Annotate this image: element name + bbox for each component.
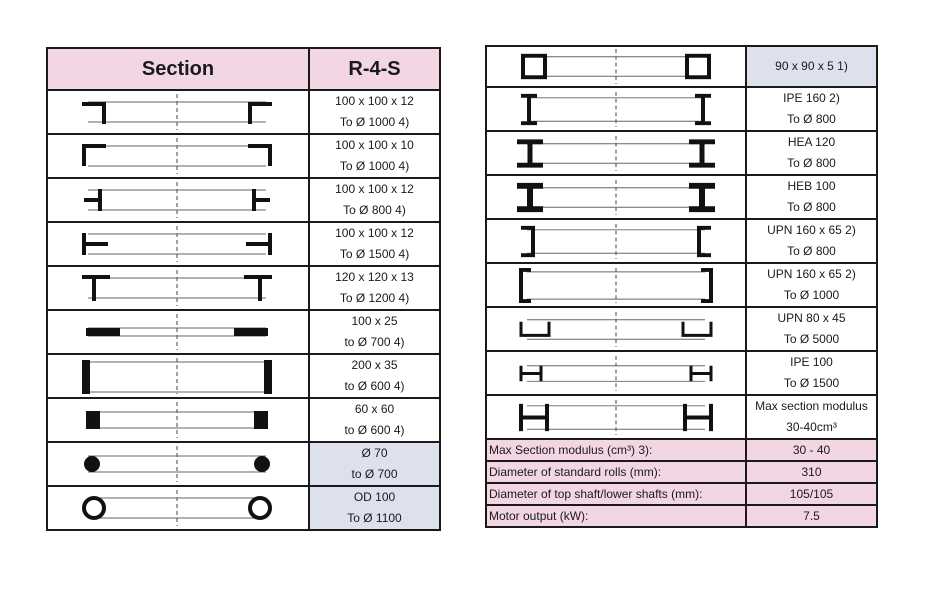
right-section-row xyxy=(486,219,877,263)
right-section-row xyxy=(486,263,877,307)
capacity-line-1: Max section modulus xyxy=(755,399,868,413)
upn-channel-easy-icon xyxy=(487,266,745,305)
spec-label: Motor output (kW): xyxy=(486,505,746,527)
capacity-value xyxy=(746,351,877,395)
section-figure xyxy=(47,90,309,134)
capacity-line-2: To Ø 800 xyxy=(787,156,836,170)
left-section-row xyxy=(47,266,440,310)
right-section-row xyxy=(486,175,877,219)
section-figure xyxy=(486,87,746,131)
spec-value: 7.5 xyxy=(746,505,877,527)
capacity-value xyxy=(309,134,440,178)
angle-inward-icon xyxy=(48,92,306,132)
model-header: R-4-S xyxy=(309,48,440,90)
capacity-value xyxy=(746,263,877,307)
capacity-value xyxy=(309,354,440,398)
capacity-line-1: OD 100 xyxy=(353,490,396,504)
capacity-line-2: to Ø 700 4) xyxy=(344,335,405,349)
capacity-line-2: To Ø 1000 xyxy=(783,288,840,302)
capacity-value xyxy=(746,175,877,219)
left-section-row xyxy=(47,354,440,398)
right-section-row xyxy=(486,307,877,351)
section-figure xyxy=(486,307,746,351)
section-figure xyxy=(486,131,746,175)
section-figure xyxy=(47,442,309,486)
capacity-line-1: 200 x 35 xyxy=(351,358,398,372)
capacity-line-1: 100 x 100 x 12 xyxy=(335,182,414,196)
spec-value: 105/105 xyxy=(746,483,877,505)
spec-row xyxy=(486,483,877,505)
angle-leg-in-icon xyxy=(48,224,306,264)
angle-outward-icon xyxy=(48,136,306,176)
ipe-beam-icon xyxy=(487,90,745,129)
right-section-table xyxy=(485,45,878,528)
right-section-row xyxy=(486,46,877,87)
capacity-value xyxy=(746,87,877,131)
capacity-value xyxy=(309,310,440,354)
section-figure xyxy=(47,266,309,310)
right-section-row xyxy=(486,351,877,395)
capacity-line-2: To Ø 1000 4) xyxy=(339,115,410,129)
right-section-row xyxy=(486,395,877,439)
spec-row xyxy=(486,505,877,527)
section-figure xyxy=(486,263,746,307)
capacity-line-1: UPN 160 x 65 2) xyxy=(767,223,856,237)
left-section-row xyxy=(47,90,440,134)
section-figure xyxy=(47,178,309,222)
section-figure xyxy=(47,222,309,266)
capacity-line-2: To Ø 1000 4) xyxy=(339,159,410,173)
section-figure xyxy=(47,398,309,442)
right-section-row xyxy=(486,131,877,175)
capacity-value xyxy=(746,395,877,439)
spec-label: Diameter of top shaft/lower shafts (mm): xyxy=(486,483,746,505)
capacity-value xyxy=(309,486,440,530)
max-section-icon xyxy=(487,398,745,437)
capacity-value xyxy=(746,307,877,351)
section-figure xyxy=(486,46,746,87)
ipe-small-icon xyxy=(487,354,745,393)
flat-bar-easy-icon xyxy=(48,312,306,352)
left-section-table xyxy=(46,47,441,531)
left-section-row xyxy=(47,398,440,442)
capacity-line-2: To Ø 800 xyxy=(787,112,836,126)
section-header: Section xyxy=(47,48,309,90)
section-figure xyxy=(486,395,746,439)
capacity-line-2: to Ø 600 4) xyxy=(344,379,405,393)
capacity-line-1: 90 x 90 x 5 1) xyxy=(775,59,848,73)
spec-label: Diameter of standard rolls (mm): xyxy=(486,461,746,483)
capacity-value xyxy=(746,131,877,175)
capacity-line-1: 60 x 60 xyxy=(354,402,395,416)
capacity-line-2: To Ø 1500 xyxy=(783,376,840,390)
capacity-value xyxy=(309,178,440,222)
capacity-value xyxy=(309,398,440,442)
capacity-value xyxy=(309,222,440,266)
section-figure xyxy=(486,351,746,395)
capacity-line-1: 100 x 100 x 10 xyxy=(335,138,414,152)
heb-beam-icon xyxy=(487,178,745,217)
capacity-line-1: UPN 160 x 65 2) xyxy=(767,267,856,281)
capacity-line-1: Ø 70 xyxy=(361,446,388,460)
capacity-line-1: IPE 100 xyxy=(790,355,833,369)
section-figure xyxy=(47,134,309,178)
upn-channel-hard-icon xyxy=(487,222,745,261)
hea-beam-icon xyxy=(487,134,745,173)
spec-row xyxy=(486,439,877,461)
flat-bar-hard-icon xyxy=(48,356,306,396)
capacity-line-1: HEA 120 xyxy=(787,135,836,149)
capacity-line-2: To Ø 800 xyxy=(787,200,836,214)
capacity-line-2: to Ø 700 xyxy=(351,467,398,481)
capacity-line-1: 100 x 100 x 12 xyxy=(335,226,414,240)
left-section-row xyxy=(47,486,440,530)
capacity-line-2: To Ø 800 4) xyxy=(343,203,406,217)
spec-row xyxy=(486,461,877,483)
capacity-line-1: UPN 80 x 45 xyxy=(777,311,846,325)
capacity-line-1: IPE 160 2) xyxy=(783,91,840,105)
capacity-value xyxy=(746,219,877,263)
capacity-value xyxy=(309,266,440,310)
spec-label: Max Section modulus (cm³) 3): xyxy=(486,439,746,461)
spec-value: 30 - 40 xyxy=(746,439,877,461)
round-bar-icon xyxy=(48,444,306,484)
capacity-value xyxy=(309,90,440,134)
tube-icon xyxy=(48,488,306,528)
spec-value: 310 xyxy=(746,461,877,483)
tee-section-icon xyxy=(48,268,306,308)
capacity-value xyxy=(309,442,440,486)
capacity-line-2: To Ø 800 xyxy=(787,244,836,258)
capacity-line-2: To Ø 1100 xyxy=(347,511,402,525)
capacity-line-2: to Ø 600 4) xyxy=(344,423,405,437)
square-tube-icon xyxy=(487,47,745,86)
section-figure xyxy=(47,354,309,398)
tee-stem-out-icon xyxy=(48,180,306,220)
section-figure xyxy=(47,486,309,530)
capacity-line-1: 100 x 25 xyxy=(351,314,398,328)
left-section-row xyxy=(47,134,440,178)
section-figure xyxy=(47,310,309,354)
capacity-line-1: 120 x 120 x 13 xyxy=(335,270,414,284)
capacity-line-2: To Ø 5000 xyxy=(783,332,840,346)
right-section-row xyxy=(486,87,877,131)
capacity-value xyxy=(746,46,877,87)
square-bar-icon xyxy=(48,400,306,440)
upn-small-channel-icon xyxy=(487,310,745,349)
capacity-line-2: To Ø 1500 4) xyxy=(339,247,410,261)
capacity-line-1: 100 x 100 x 12 xyxy=(335,94,414,108)
left-section-row xyxy=(47,310,440,354)
section-figure xyxy=(486,219,746,263)
capacity-line-2: To Ø 1200 4) xyxy=(339,291,410,305)
left-section-row xyxy=(47,442,440,486)
capacity-line-2: 30-40cm³ xyxy=(786,420,837,434)
left-section-row xyxy=(47,222,440,266)
capacity-line-1: HEB 100 xyxy=(787,179,836,193)
left-header-row xyxy=(47,48,440,90)
section-figure xyxy=(486,175,746,219)
left-section-row xyxy=(47,178,440,222)
